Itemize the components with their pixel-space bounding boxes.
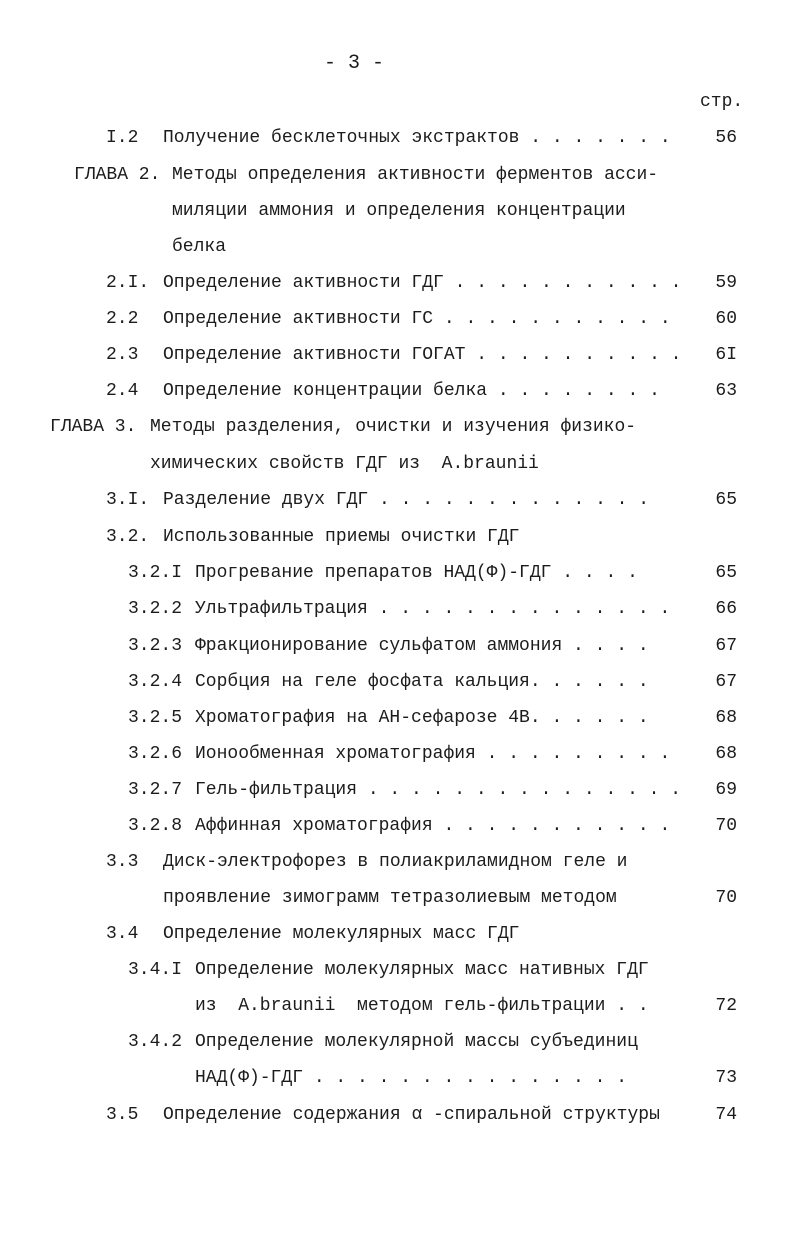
toc-page: 63 [715,381,737,401]
toc-title-cont: проявление зимограмм тетразолиевым методом [163,888,617,908]
toc-title: Гель-фильтрация . . . . . . . . . . . . . . . [195,780,682,800]
toc-title: Определение активности ГС . . . . . . . . . . . [163,309,671,329]
toc-page: 67 [715,636,737,656]
toc-title: Разделение двух ГДГ . . . . . . . . . . . . . [163,490,650,510]
chapter-number: ГЛАВА 2. [74,165,161,185]
toc-title: Сорбция на геле фосфата кальция. . . . . . [195,672,649,692]
toc-page: 65 [715,490,737,510]
toc-number: 2.2 [106,309,139,329]
toc-page: 68 [715,744,737,764]
toc-number: 3.2.5 [128,708,183,728]
chapter-title: Методы разделения, очистки и изучения физико- [150,417,637,437]
toc-page: 74 [715,1105,737,1125]
toc-page: 73 [715,1068,737,1088]
page-column-label: стр. [700,92,744,112]
toc-page: 69 [715,780,737,800]
toc-title: Прогревание препаратов НАД(Ф)-ГДГ . . . . [195,563,638,583]
toc-page: 66 [715,599,737,619]
toc-number: 2.I. [106,273,150,293]
chapter-title-cont: миляции аммония и определения концентрации [172,201,626,221]
toc-title: Ультрафильтрация . . . . . . . . . . . . . . [195,599,671,619]
toc-page: 56 [715,128,737,148]
toc-page: 6I [715,345,737,365]
toc-title: Определение молекулярных масс нативных ГДГ [195,960,649,980]
toc-page: 68 [715,708,737,728]
chapter-number: ГЛАВА 3. [50,417,137,437]
toc-number: 3.2.8 [128,816,183,836]
toc-number: 3.2.4 [128,672,183,692]
toc-title: Получение бесклеточных экстрактов . . . . . . . [163,128,671,148]
toc-title: Хроматография на АН-сефарозе 4В. . . . . . [195,708,649,728]
toc-number: 3.4.2 [128,1032,183,1052]
toc-title: Аффинная хроматография . . . . . . . . . . . [195,816,671,836]
toc-page: 59 [715,273,737,293]
toc-page: 70 [715,816,737,836]
toc-title: Фракционирование сульфатом аммония . . . . [195,636,649,656]
toc-title: Определение активности ГДГ . . . . . . . . . . . [163,273,682,293]
toc-title: Определение содержания α -спиральной структуры [163,1105,660,1125]
toc-title: Диск-электрофорез в полиакриламидном геле и [163,852,628,872]
toc-title-cont: из A.braunii методом гель-фильтрации . . [195,996,649,1016]
toc-title-cont: НАД(Ф)-ГДГ . . . . . . . . . . . . . . . [195,1068,628,1088]
toc-number: 3.2.2 [128,599,183,619]
toc-number: 3.4.I [128,960,183,980]
chapter-title: Методы определения активности ферментов асси- [172,165,659,185]
toc-number: 3.2.3 [128,636,183,656]
chapter-title-cont: белка [172,237,227,257]
chapter-title-cont: химических свойств ГДГ из A.braunii [150,454,539,474]
toc-page: 65 [715,563,737,583]
page-number: - 3 - [324,52,385,75]
toc-title: Ионообменная хроматография . . . . . . . . . [195,744,671,764]
toc-title: Определение концентрации белка . . . . . . . . [163,381,660,401]
toc-number: 3.2.6 [128,744,183,764]
toc-title: Определение активности ГОГАТ . . . . . . . . . . [163,345,682,365]
toc-page: 72 [715,996,737,1016]
toc-number: 3.I. [106,490,150,510]
toc-number: 3.2. [106,527,150,547]
toc-number: 2.3 [106,345,139,365]
toc-number: 3.3 [106,852,139,872]
toc-number: I.2 [106,128,139,148]
toc-number: 2.4 [106,381,139,401]
toc-title: Использованные приемы очистки ГДГ [163,527,520,547]
toc-page: 60 [715,309,737,329]
toc-number: 3.4 [106,924,139,944]
toc-number: 3.5 [106,1105,139,1125]
toc-number: 3.2.7 [128,780,183,800]
toc-page: 67 [715,672,737,692]
toc-title: Определение молекулярных масс ГДГ [163,924,520,944]
toc-number: 3.2.I [128,563,183,583]
toc-title: Определение молекулярной массы субъединиц [195,1032,638,1052]
toc-page: 70 [715,888,737,908]
